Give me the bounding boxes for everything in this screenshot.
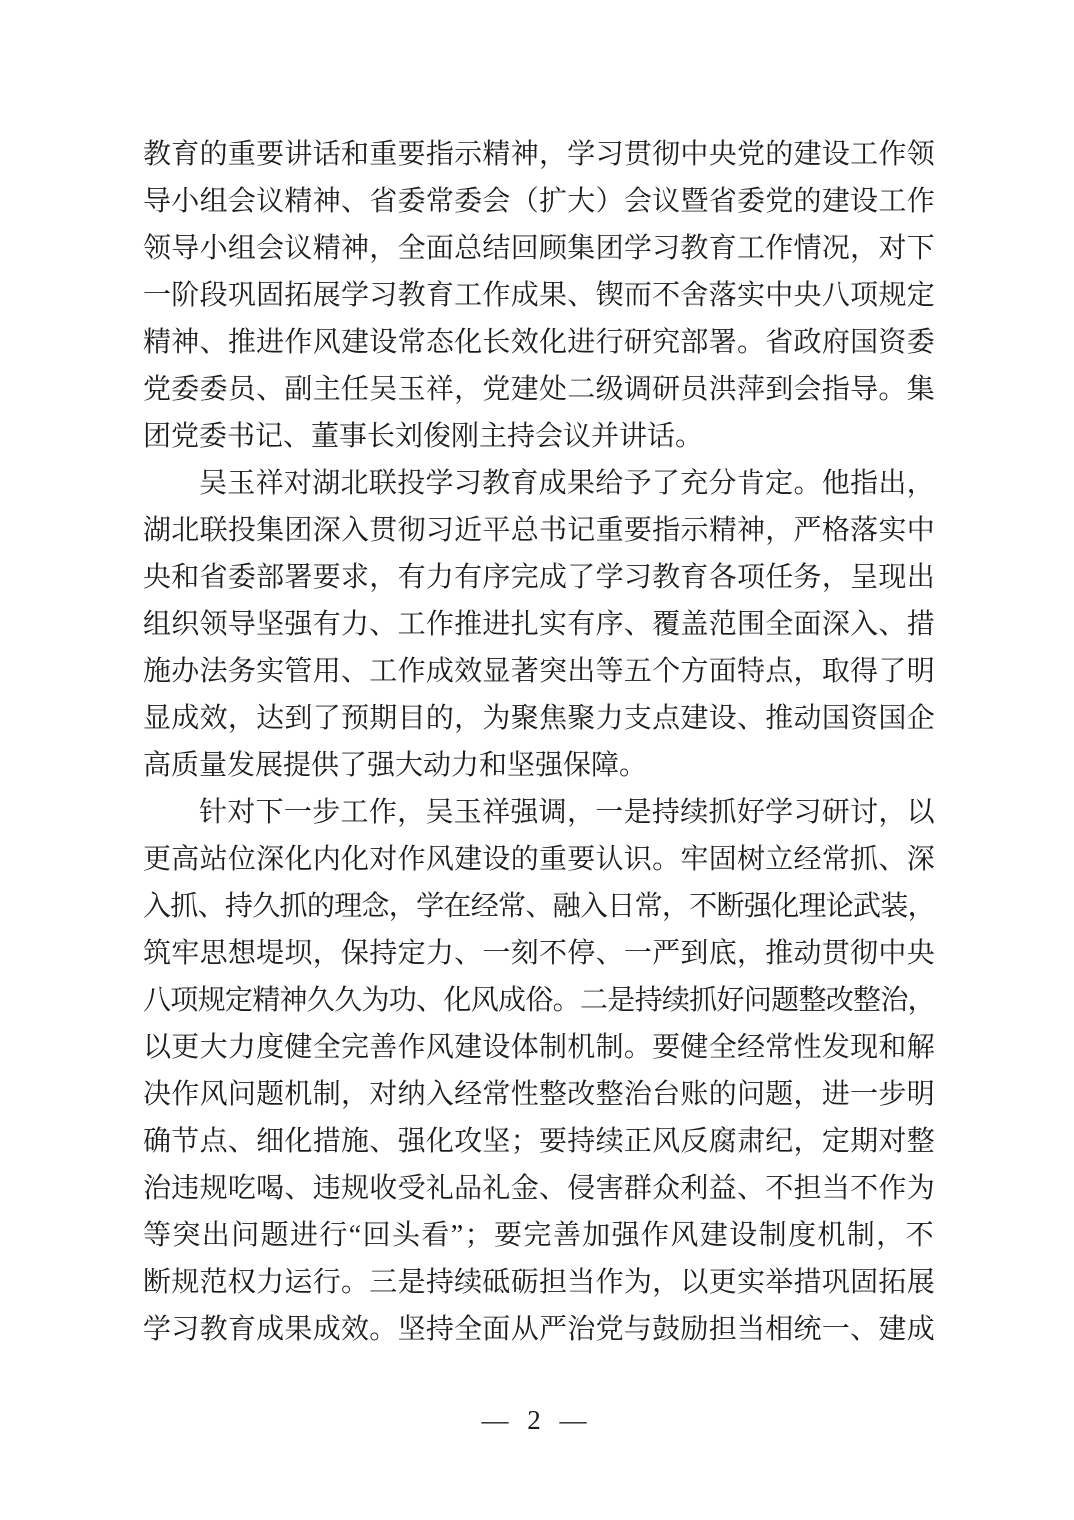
text-line: 针对下一步工作，吴玉祥强调，一是持续抓好学习研讨，以 — [199, 797, 935, 828]
text-line: 更高站位深化内化对作风建设的重要认识。牢固树立经常抓、深 — [143, 844, 935, 875]
text-line: 断规范权力运行。三是持续砥砺担当作为，以更实举措巩固拓展 — [143, 1267, 935, 1298]
text-line: 领导小组会议精神，全面总结回顾集团学习教育工作情况，对下 — [143, 233, 935, 264]
text-line: 教育的重要讲话和重要指示精神，学习贯彻中央党的建设工作领 — [143, 139, 935, 170]
text-line: 显成效，达到了预期目的，为聚焦聚力支点建设、推动国资国企 — [143, 703, 935, 734]
text-line: 团党委书记、董事长刘俊刚主持会议并讲话。 — [143, 421, 704, 452]
text-line: 导小组会议精神、省委常委会（扩大）会议暨省委党的建设工作 — [143, 186, 935, 217]
text-line: 高质量发展提供了强大动力和坚强保障。 — [143, 750, 648, 781]
text-line: 湖北联投集团深入贯彻习近平总书记重要指示精神，严格落实中 — [143, 515, 935, 546]
text-block — [143, 131, 935, 1353]
text-line: 精神、推进作风建设常态化长效化进行研究部署。省政府国资委 — [143, 327, 935, 358]
text-line: 学习教育成果成效。坚持全面从严治党与鼓励担当相统一、建成 — [143, 1314, 935, 1345]
text-line: 治违规吃喝、违规收受礼品礼金、侵害群众利益、不担当不作为 — [143, 1173, 935, 1204]
text-line: 确节点、细化措施、强化攻坚；要持续正风反腐肃纪，定期对整 — [143, 1126, 935, 1157]
text-line: 央和省委部署要求，有力有序完成了学习教育各项任务，呈现出 — [143, 562, 935, 593]
text-line: 以更大力度健全完善作风建设体制机制。要健全经常性发现和解 — [143, 1032, 935, 1063]
text-line: 党委委员、副主任吴玉祥，党建处二级调研员洪萍到会指导。集 — [143, 374, 935, 405]
text-line: 入抓、持久抓的理念，学在经常、融入日常，不断强化理论武装， — [143, 891, 935, 922]
text-line: 一阶段巩固拓展学习教育工作成果、锲而不舍落实中央八项规定 — [143, 280, 935, 311]
text-line: 八项规定精神久久为功、化风成俗。二是持续抓好问题整改整治， — [143, 985, 935, 1016]
text-line: 组织领导坚强有力、工作推进扎实有序、覆盖范围全面深入、措 — [143, 609, 935, 640]
text-line: 筑牢思想堤坝，保持定力、一刻不停、一严到底，推动贯彻中央 — [143, 938, 935, 969]
text-line: 吴玉祥对湖北联投学习教育成果给予了充分肯定。他指出， — [199, 468, 935, 499]
text-line: 等突出问题进行“回头看”；要完善加强作风建设制度机制，不 — [143, 1220, 935, 1251]
text-line: 决作风问题机制，对纳入经常性整改整治台账的问题，进一步明 — [143, 1079, 935, 1110]
page-number: — 2 — — [481, 1405, 593, 1435]
text-line: 施办法务实管用、工作成效显著突出等五个方面特点，取得了明 — [143, 656, 935, 687]
